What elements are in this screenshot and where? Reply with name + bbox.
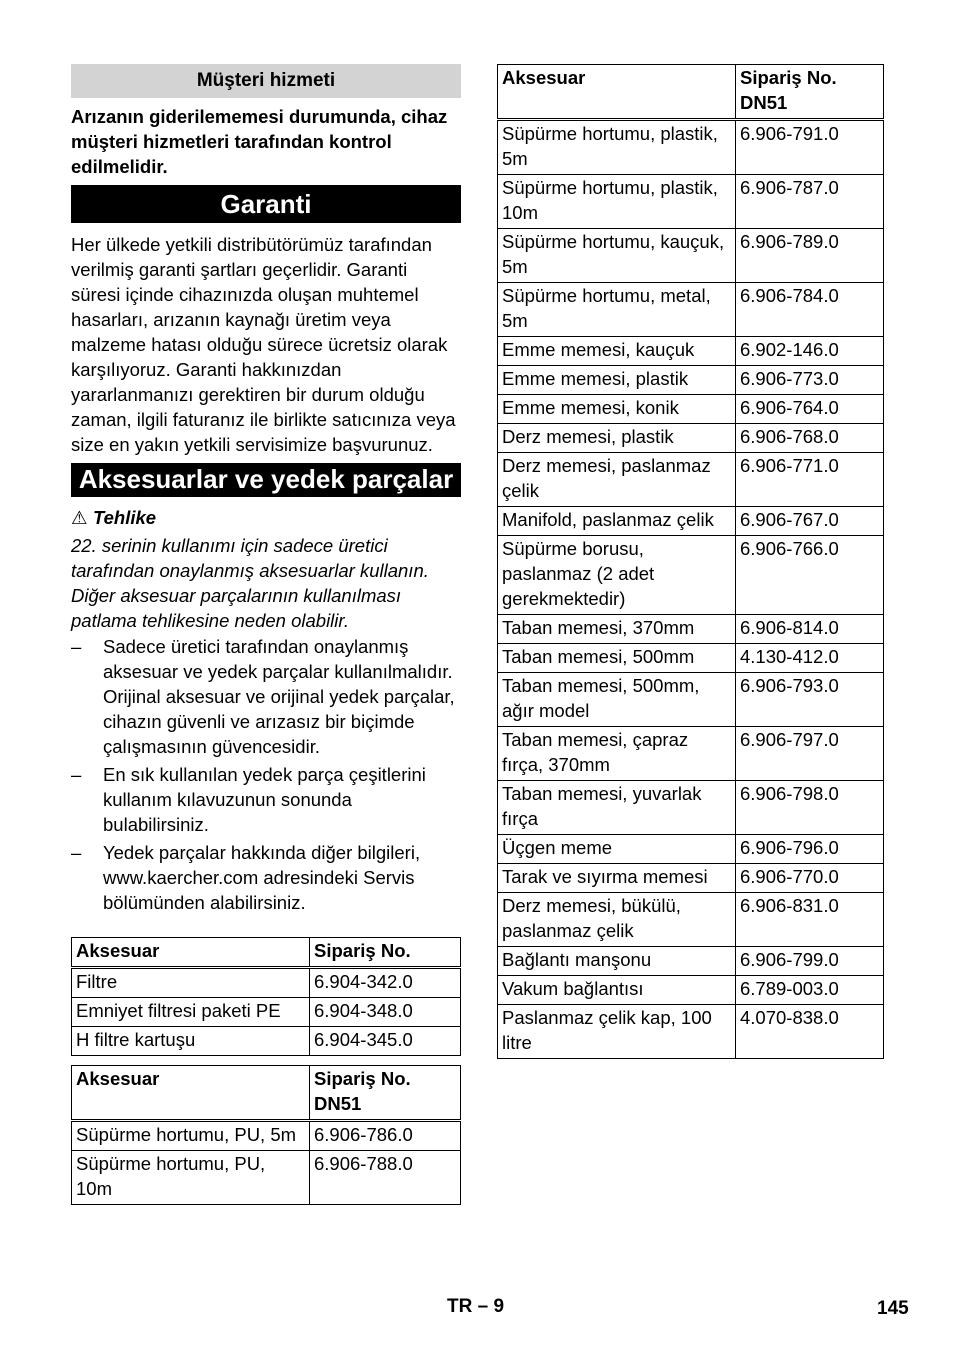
table-row: Süpürme hortumu, kauçuk, 5m 6.906-789.0 (498, 229, 884, 283)
table-row: Süpürme hortumu, plastik, 10m 6.906-787.0 (498, 175, 884, 229)
right-column (497, 64, 884, 1059)
service-text: Arızanın giderilememesi durumunda, cihaz müşteri hizmetleri tarafından kontrol edilmelidir. (71, 106, 448, 177)
table-row: Emme memesi, kauçuk 6.902-146.0 (498, 337, 884, 366)
table-header-order-no: Sipariş No. DN51 (736, 65, 884, 120)
bullet-dash: – (71, 764, 82, 785)
table-row: Derz memesi, bükülü, paslanmaz çelik 6.906-831.0 (498, 893, 884, 947)
list-item: – Yedek parçalar hakkında diğer bilgileri, www.kaercher.com adresindeki Servis bölümünden alabilirsiniz. (71, 842, 421, 913)
table-row: Emniyet filtresi paketi PE 6.904-348.0 (72, 998, 461, 1027)
table-row: Süpürme hortumu, PU, 5m 6.906-786.0 (72, 1121, 461, 1151)
table-row: Vakum bağlantısı 6.789-003.0 (498, 976, 884, 1005)
list-item: – En sık kullanılan yedek parça çeşitlerini kullanım kılavuzunun sonunda bulabilirsiniz. (71, 764, 426, 835)
table-row: Taban memesi, 500mm 4.130-412.0 (498, 644, 884, 673)
warning-triangle-icon: ⚠ (71, 507, 88, 528)
table-row: Taban memesi, yuvarlak fırça 6.906-798.0 (498, 781, 884, 835)
table-row: Bağlantı manşonu 6.906-799.0 (498, 947, 884, 976)
hose-accessory-table (71, 1065, 461, 1205)
table-header-accessory: Aksesuar (72, 1066, 310, 1121)
bullet-dash: – (71, 842, 82, 863)
warranty-text: Her ülkede yetkili distribütörümüz tarafından verilmiş garanti şartları geçerlidir. Garanti süresi içinde cihazınızda oluşan muhtemel hasarları, arızanın kaynağı üretim veya malzeme hatası olduğu sürece ücretsiz olarak karşılıyoruz. Garanti hakkınızdan yararlanmanızı gerektiren bir durum olduğu zaman, ilgili faturanız ile birlikte satıcınıza veya size en yakın yetkili servisimize başvurunuz. (71, 234, 456, 455)
table-row: Taban memesi, 500mm, ağır model 6.906-793.0 (498, 673, 884, 727)
footer-section-number: TR – 9 (447, 1296, 505, 1317)
service-heading: Müşteri hizmeti (71, 64, 461, 98)
warning-heading (71, 505, 461, 530)
table-row: Taban memesi, çapraz fırça, 370mm 6.906-797.0 (498, 727, 884, 781)
bullet-dash: – (71, 636, 82, 657)
table-row: Süpürme borusu, paslanmaz (2 adet gerekmektedir) 6.906-766.0 (498, 536, 884, 615)
table-row: H filtre kartuşu 6.904-345.0 (72, 1027, 461, 1056)
table-row: Süpürme hortumu, plastik, 5m 6.906-791.0 (498, 120, 884, 175)
table-header-order-no: Sipariş No. DN51 (310, 1066, 461, 1121)
accessories-heading: Aksesuarlar ve yedek parçalar (71, 463, 461, 497)
warranty-heading: Garanti (71, 185, 461, 223)
table-row: Taban memesi, 370mm 6.906-814.0 (498, 615, 884, 644)
table-row: Derz memesi, plastik 6.906-768.0 (498, 424, 884, 453)
table-header-accessory: Aksesuar (498, 65, 736, 120)
table-row: Süpürme hortumu, PU, 10m 6.906-788.0 (72, 1151, 461, 1205)
table-row: Emme memesi, plastik 6.906-773.0 (498, 366, 884, 395)
warning-text: 22. serinin kullanımı için sadece üretici tarafından onaylanmış aksesuarlar kullanın. Diğer aksesuar parçalarının kullanılması patlama tehlikesine neden olabilir. (71, 535, 429, 631)
accessories-bullet-list (71, 634, 461, 915)
table-row: Manifold, paslanmaz çelik 6.906-767.0 (498, 507, 884, 536)
accessory-dn51-table (497, 64, 884, 1059)
table-row: Paslanmaz çelik kap, 100 litre 4.070-838.0 (498, 1005, 884, 1059)
table-row: Tarak ve sıyırma memesi 6.906-770.0 (498, 864, 884, 893)
list-item: – Sadece üretici tarafından onaylanmış aksesuar ve yedek parçalar kullanılmalıdır. Orijinal aksesuar ve orijinal yedek parçalar, cihazın güvenli ve arızasız bir biçimde çalışmasının güvencesidir. (71, 636, 455, 757)
table-row: Filtre 6.904-342.0 (72, 968, 461, 998)
left-column (71, 64, 461, 1205)
table-header-order-no: Sipariş No. (310, 938, 461, 968)
table-header-accessory: Aksesuar (72, 938, 310, 968)
filter-accessory-table (71, 937, 461, 1056)
table-row: Üçgen meme 6.906-796.0 (498, 835, 884, 864)
warning-title: Tehlike (93, 507, 157, 528)
table-row: Emme memesi, konik 6.906-764.0 (498, 395, 884, 424)
footer-page-number: 145 (877, 1298, 909, 1319)
table-row: Derz memesi, paslanmaz çelik 6.906-771.0 (498, 453, 884, 507)
table-row: Süpürme hortumu, metal, 5m 6.906-784.0 (498, 283, 884, 337)
